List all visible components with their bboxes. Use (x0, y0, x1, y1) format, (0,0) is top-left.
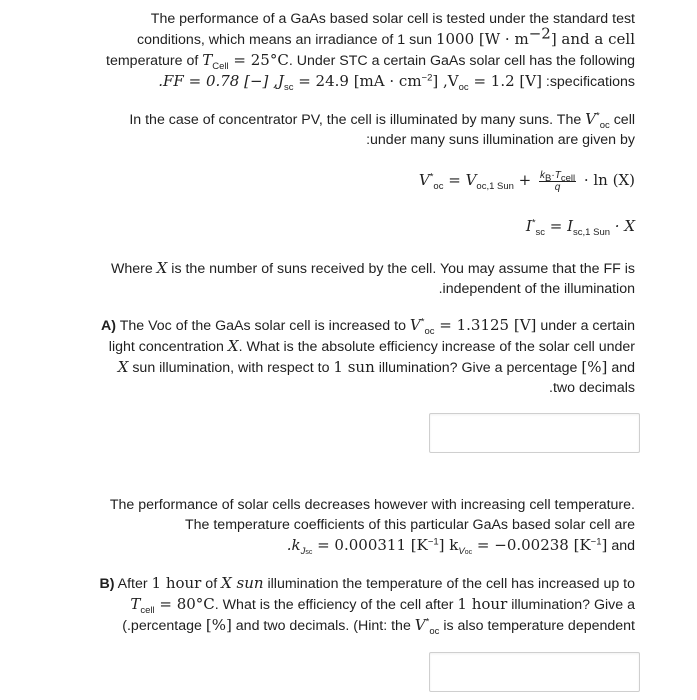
question-a-line-2: light concentration X. What is the absolute efficiency increase of the solar cell under (108, 337, 635, 355)
question-b-line-3: (.percentage [%] and two decimals. (Hint: the $V^*_{oc}$ is also temperature dependent (122, 616, 635, 637)
temperature-line-2: The temperature coefficients of this particular GaAs based solar cell are (184, 517, 635, 533)
temperature-paragraph (58, 495, 635, 556)
where-line-2: .independent of the illumination (438, 281, 635, 297)
isc-equation: $I^*_{sc} = I_{sc,1 Sun} \cdot X$ (525, 217, 635, 238)
temperature-line-3: $.k_{Jsc} = 0.000311$ $[K^{-1}] k_{Voc} = -0.00238$ $[K^{-1}]$ and (286, 536, 635, 557)
question-a-line-1: A) The Voc of the GaAs solar cell is increased to $V^*_{oc} = 1.3125$ [V] under a certain (101, 316, 635, 337)
voc-equation: $V^*_{oc} = V_{oc,1 Sun}$ + $\frac{k_B\cdot T_{cell}}{q}$ · ln (X) (418, 169, 635, 193)
where-paragraph (58, 258, 635, 299)
temperature-line-1: The performance of solar cells decreases however with increasing cell temperature. (109, 497, 635, 513)
question-a-line-4: .two decimals (549, 380, 635, 396)
answer-b-input[interactable] (429, 652, 640, 692)
concentrator-paragraph (58, 109, 635, 150)
intro-line-1: The performance of a GaAs based solar cell is tested under the standard test (150, 11, 635, 27)
question-a-line-3: X sun illumination, with respect to 1 sun illumination? Give a percentage [%] and (117, 358, 635, 376)
question-b (58, 573, 635, 636)
intro-line-2: conditions, which means an irradiance of 1 sun 1000 $[W \cdot m^{-2}]$ and a cell (137, 24, 635, 48)
intro-paragraph (58, 9, 635, 92)
kt-over-q-fraction: $\frac{k_B\cdot T_{cell}}{q}$ (540, 169, 576, 193)
concentrator-line-2: :under many suns illumination are given by (366, 132, 635, 148)
where-line-1: Where X is the number of suns received by the cell. You may assume that the FF is (110, 259, 635, 277)
intro-line-4: .FF = 0.78 [−] $,J_{sc} = 24.9$ $[mA \cdot cm^{-2}]$ $,V_{oc} = 1.2$ [V] :specifications (158, 72, 635, 93)
answer-a-input[interactable] (429, 413, 640, 453)
question-b-line-2: $T_{cell} = 80^\circ C$. What is the efficiency of the cell after 1 hour illumination? Give a (130, 595, 635, 616)
question-a (58, 315, 635, 398)
intro-line-3: temperature of $T_{Cell} = 25^\circ C$. Under STC a certain GaAs solar cell has the following (106, 51, 635, 72)
question-b-line-1: B) After 1 hour of X sun illumination the temperature of the cell has increased up to (99, 574, 635, 592)
concentrator-line-1: In the case of concentrator PV, the cell is illuminated by many suns. The $V^*_{oc}$ cell (129, 110, 635, 131)
